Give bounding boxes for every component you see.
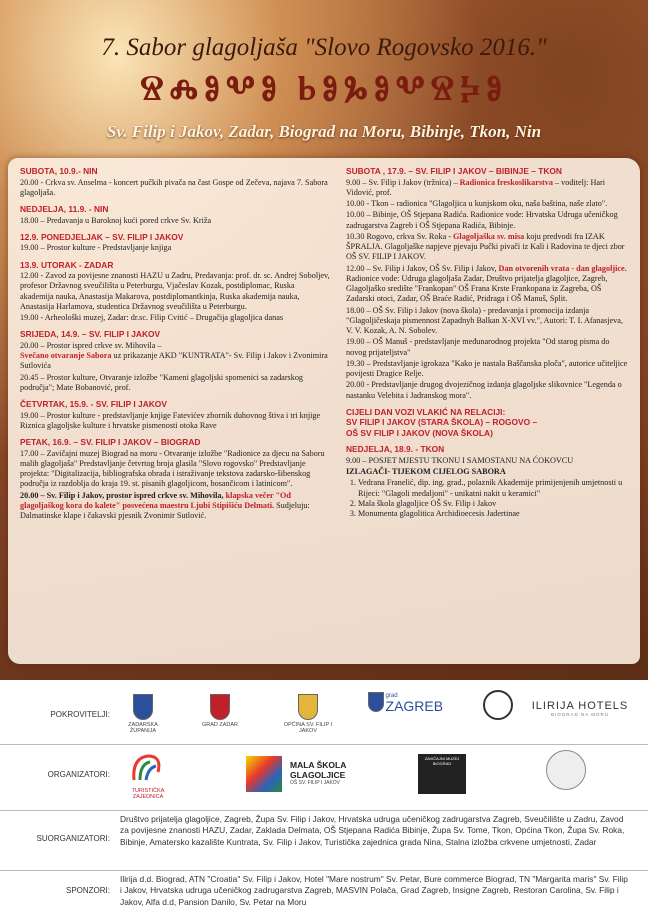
crest-icon [133,694,153,720]
program-right-column [346,166,630,525]
event-item: 20.45 – Prostor kulture, Otvaranje izložbe "Kameni glagoljski spomenici sa zadarskog područja"; Mate Bobanović, prof. [20,372,304,392]
list-item: 2. Mala škola glagoljice OŠ Sv. Filip i Jakov [358,499,630,509]
square-icon [246,756,282,792]
seal-logo [480,690,516,720]
logo-caption: GLAGOLJICE [290,770,346,780]
tz-logo [118,750,178,800]
event-item: 20.00 - Crkva sv. Anselma - koncert pučkih pivača na čast Gospe od Zečeva, najava 7. Sabora glagoljaša. [20,177,328,197]
day-heading: 13.9. UTORAK - ZADAR [20,259,114,270]
event-text: 9.00 – Sv. Filip i Jakov (tržnica) – [346,177,458,187]
museum-box [418,754,466,794]
event-item: 10.00 - Tkon – radionica "Glagoljica u kunjskom oku, naša baština, naše zlato". [346,199,608,208]
sponzori-row [0,874,648,914]
event-text: Radionice vode: Udruga glagoljaša Zadar, Društvo prijatelja glagoljice, Zagreb, Glagoljaško središte "Frankopan" OŠ Frana Krste Frankopana iz Zagreba, OŠ Zadarski otoci, Zadar, OŠ Braće Radić, Pridraga i OŠ Manuš, Split. [346,273,608,304]
event-highlight: Glagoljaška sv. misa [451,231,525,241]
train-line: OŠ SV FILIP I JAKOV (NOVA ŠKOLA) [346,427,493,438]
program-panel [8,158,640,664]
day-heading: PETAK, 16.9. – SV. FILIP I JAKOV – BIOGRAD [20,437,201,447]
divider [0,870,648,871]
event-text: 20.00 – Prostor ispred crkve sv. Mihovila – [20,340,162,350]
logo-caption: BIOGRAD NA MORU [550,712,609,717]
train-notice [346,407,630,439]
event-highlight: klapska večer "Od glagoljaškog kora do kalete" posvećena maestru Ljubi Stipišiću Delmati. [20,490,291,510]
logo-caption: MALA ŠKOLA [290,760,347,770]
mala-skola-logo [290,760,370,786]
event-highlight: Radionica freskoslikarstva [457,177,553,187]
event-item [346,264,630,305]
day-heading: 12.9. PONEDJELJAK – SV. FILIP I JAKOV [20,231,184,242]
day-heading: SRIJEDA, 14.9. – SV. FILIP I JAKOV [20,329,161,340]
suorganizatori-label: SUORGANIZATORI: [36,834,110,843]
zagreb-text [386,693,444,713]
logos-group [118,688,638,740]
suorganizatori-row [0,814,648,868]
day-heading: ČETVRTAK, 15.9. - SV. FILIP I JAKOV [20,399,167,409]
logo-caption: ZAVIČAJNI MUZEJ BIOGRAD [424,756,460,766]
sponsors-section [0,680,648,917]
event-item: 20.00 - Predstavljanje drugog dvojezičnog izdanja glagoljske slikovnice "Legenda o nastanku Velebita i Jadranskog mora". [346,380,622,400]
glagolitic-title: ⰔⰎⰑⰂⰑ ⰓⰑⰃⰑⰂⰔⰍⰑ [140,70,508,107]
event-text: 10.30 Rogovo, crkva Sv. Roka - [346,231,451,241]
pokrovitelji-row [0,688,648,740]
event-item: 19.00 – Prostor kulture - Predstavljanje knjiga [20,243,172,253]
event-item: 19.00 – Prostor kulture - predstavljanje knjige Fatevićev zbornik duhovnog štiva i tri knjige Riznica glagoljske kulture i hrvatske pismenosti otoka Rave [20,410,321,430]
event-item: 19.00 – OŠ Manuš - predstavljanje međunarodnog projekta "Od starog pisma do novog prijateljstva" [346,337,610,357]
event-text: 12.00 – Sv. Filip i Jakov, OŠ Sv. Filip i Jakov, [346,263,497,273]
event-text: Sudjeluju: Dalmatinske klape i čakavski pjesnik Zvonimir Sutlović. [20,500,310,520]
day-block [20,204,330,226]
event-text: 20.00 – Sv. Filip i Jakov, prostor ispred crkve sv. Mihovila, [20,490,224,500]
list-item: 3. Monumenta glagolitica Archidioecesis Jadertinae [358,509,630,519]
ilirija-logo [530,700,630,717]
day-block [20,232,330,254]
train-line: SV FILIP I JAKOV (STARA ŠKOLA) – ROGOVO – [346,417,538,428]
logo-caption: ZAGREB [385,698,444,714]
logo-caption: GRAD ZADAR [201,722,239,728]
building-icon [546,750,586,790]
event-item: 17.00 – Zavičajni muzej Biograd na moru - Otvaranje izložbe "Radionice za djecu na Saboru malih glagoljaša" Predstavljanje četvrtog broja glasila "Slovo rogovsko" Predstavljanje projekta: "Digitalizacija, bibliografska obrada i istraživanje tekstova zadarsko-šibenskog područja iz razdoblja do kraja 19. st. pisanih glagoljicom, bosančicom i latinicom". [20,448,325,489]
day-block [346,444,630,519]
event-item [346,232,630,263]
program-left-column [20,166,330,527]
event-highlight: Svečano otvaranje Sabora [20,351,112,360]
crest-icon [298,694,318,720]
event-item: 10.00 – Bibinje, OŠ Stjepana Radića. Radionice vode: Hrvatska Udruga učeničkog zadrugarstva Zagreb i OŠ Stjepana Radića, Bibinje. [346,210,618,230]
event-item [20,341,330,372]
event-item [346,178,630,199]
day-block [20,329,330,393]
pokrovitelji-label: POKROVITELJI: [50,710,110,719]
day-heading: SUBOTA , 17.9. – SV. FILIP I JAKOV – BIBINJE – TKON [346,166,562,176]
divider [0,810,648,811]
day-heading: SUBOTA, 10.9.- NIN [20,166,98,176]
municipality-crest-logo [278,694,338,734]
event-item: 9.00 – POSJET MJESTU TKONU I SAMOSTANU NA ĆOKOVCU [346,455,574,465]
crest-icon [368,692,384,712]
day-heading: NEDJELJA, 11.9. - NIN [20,204,109,214]
county-crest-logo [118,694,168,734]
divider [0,744,648,745]
day-block [20,166,330,198]
day-block [20,437,330,521]
day-block [346,166,630,401]
sponzori-label: SPONZORI: [65,886,110,895]
event-item: 19.30 – Predstavljanje igrokaza "Kako je nastala Baščanska ploča", autorice učiteljice povijesti Dragice Relje. [346,358,628,378]
exhibitors-list [346,478,630,519]
organizatori-label: ORGANIZATORI: [47,770,110,779]
logo-caption: OPĆINA SV. FILIP I JAKOV [283,722,333,734]
building-logo [542,750,590,790]
event-text: uz prikazanje AKD "KUNTRATA"- Sv. Filip i Jakov i Zvonimira Sutlovića [20,351,328,371]
event-item: 18.00 – Predavanja u Baroknoj kući pored crkve Sv. Križa [20,215,212,225]
event-item: 12.00 - Zavod za povijesne znanosti HAZU u Zadru, Predavanja: prof. dr. sc. Andrej Soboljev, profesor Državnog sveučilišta u Peterburgu, Vjačeslav Kozak, postdiplomac, Ruska akademija nauka, Anastasija Makarova, postdiplomantkinja, Ruska akademija nauka, Anastasija Harlamova, studentica Državnog sveučilišta u Peterburgu. [20,271,330,311]
train-line: CIJELI DAN VOZI VLAKIĆ NA RELACIJI: [346,406,506,417]
poster-subtitle: Sv. Filip i Jakov, Zadar, Biograd na Moru, Bibinje, Tkon, Nin [106,122,542,141]
event-highlight: Dan otvorenih vrata - dan glagoljice. [496,263,627,273]
museum-logo [418,754,468,794]
event-item: 18.00 – OŠ Sv. Filip i Jakov (nova škola) - predavanja i promocija izdanja "Glagoljičeskaja pismennost Zapadnyh Balkan X-XVI vv.", Autori: T. I. Afanasjeva, V. V. Kozak, A. N. Sobolev. [346,305,623,335]
day-heading: NEDJELJA, 18.9. - TKON [346,444,445,455]
day-block [20,399,330,431]
event-text: koju predvodi fra IZAK ŠPRALJA. Glagoljaške napjeve pjevaju Pučki pivači iz Kali i Radovina te djeci zbor OŠ SV. FILIP I JAKOV. [346,231,625,262]
exhibitors-heading: IZLAGAČI- TIJEKOM CIJELOG SABORA [346,467,506,476]
zagreb-logo [368,692,448,714]
seal-icon [483,690,513,720]
day-block [20,260,330,324]
organizatori-row [0,748,648,808]
zadar-crest-logo [198,694,242,728]
suorganizatori-text: Društvo prijatelja glagoljice, Zagreb, Župa Sv. Filip i Jakov, Hrvatska udruga učeničkog zadrugarstva Zagreb, Sveučilište u Zadru, Zavod za povijesne znanosti HAZU, Zadar, Zaklada Delmata, OŠ Stjepana Radića Bibinje, Župa Sv. Tome, Tkon, Općina Tkon, Župa Sv. Roka, Bibinje, Amatersko kazalište Kuntrata, Sv. Filip i Jakov, Turistička zajednica grada Nina, Stalna izložba crkvene umjetnosti, Zadar [120,814,625,847]
event-text: – voditelj: Hari Vidović, prof. [346,177,606,197]
logo-caption: OŠ SV. FILIP I JAKOV [290,780,341,786]
tz-swirl-icon [128,750,168,786]
event-item [20,491,330,522]
glagolitic-square-logo [246,756,286,792]
logos-group [118,748,638,808]
list-item: 1. Vedrana Franelić, dip. ing. grad., polaznik Akademije primijenjenih umjetnosti u Rijeci: "Glagoli medaljoni" - unikatni nakit u keramici" [358,478,630,499]
crest-icon [210,694,230,720]
sponzori-text: Ilirija d.d. Biograd, ATN "Croatia" Sv. Filip i Jakov, Hotel "Mare nostrum" Sv. Petar, Bure commerce Biograd, TN "Margarita maris" Sv. Filip i Jakov, Hrvatska udruga učeničkog zadrugarstva Zagreb, MASVIN Polača, Grad Zagreb, Insigne Zagreb, Restoran Carolina, Sv. Filip i Jakov, Alfa d.d, Pansion Danilo, Sv. Petar na Moru [120,874,628,907]
logo-caption: ILIRIJA HOTELS [531,700,629,712]
logo-caption: grad [385,693,398,699]
event-item: 19.00 - Arheološki muzej, Zadar: dr.sc. Filip Cvitić – Drugačija glagoljica danas [20,313,284,322]
logo-caption: TURISTIČKA ZAJEDNICA [131,788,165,800]
poster-title: 7. Sabor glagoljaša "Slovo Rogovsko 2016." [101,34,547,61]
logo-caption: ZADARSKA ŽUPANIJA [128,722,158,734]
